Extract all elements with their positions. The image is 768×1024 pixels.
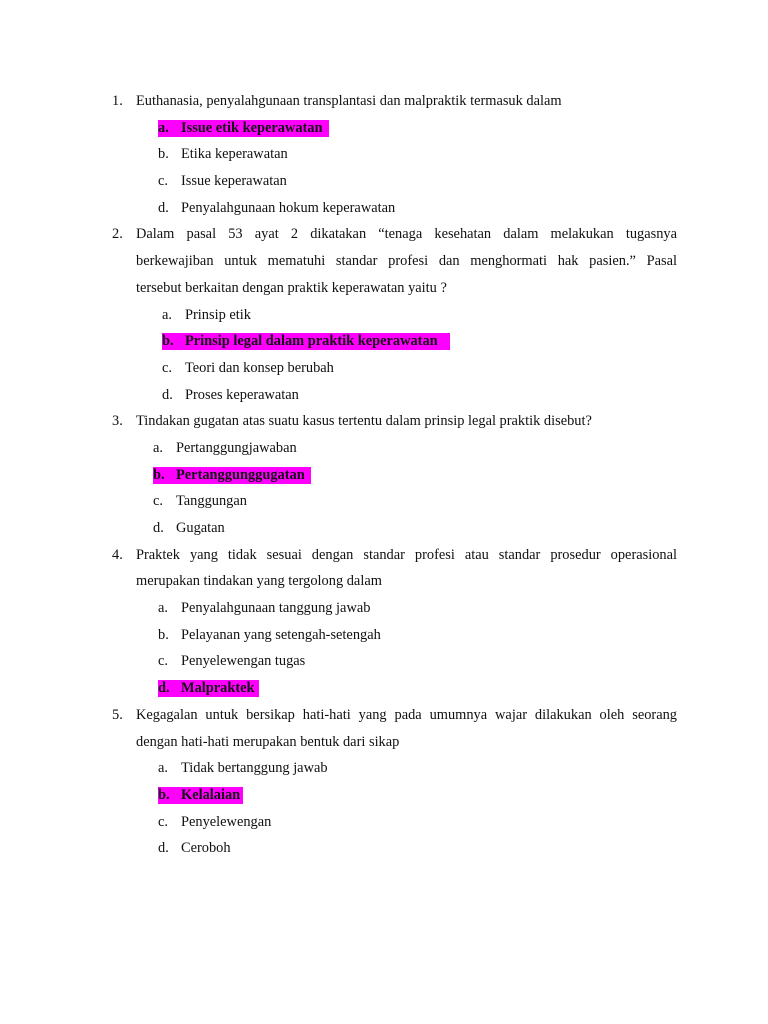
option-b	[0, 782, 768, 809]
option-text: Tanggungan	[176, 493, 247, 510]
question-text: dengan hati-hati merupakan bentuk dari sikap	[136, 733, 400, 750]
option-text: Prinsip etik	[185, 306, 251, 323]
option-text: Penyalahgunaan hokum keperawatan	[181, 199, 396, 216]
question-number: 2.	[112, 226, 123, 243]
option-d	[0, 195, 768, 222]
option-letter: a.	[158, 760, 168, 777]
question-number: 3.	[112, 413, 123, 430]
question-2	[0, 221, 768, 408]
option-text: Penyelewengan tugas	[181, 653, 306, 670]
question-4	[0, 542, 768, 702]
option-a	[0, 435, 768, 462]
option-letter: b.	[153, 466, 165, 483]
option-text: Tidak bertanggung jawab	[181, 760, 328, 777]
option-c	[0, 648, 768, 675]
option-d	[0, 382, 768, 409]
option-text: Issue etik keperawatan	[181, 119, 323, 136]
option-letter: b.	[162, 333, 174, 350]
option-text: Gugatan	[176, 520, 225, 536]
answer-highlight	[158, 680, 259, 697]
question-text: Euthanasia, penyalahgunaan transplantasi dan malpraktik termasuk dalam	[136, 93, 562, 109]
option-c	[0, 355, 768, 382]
option-letter: c.	[158, 813, 168, 830]
option-d	[0, 515, 768, 542]
option-d	[0, 675, 768, 702]
option-letter: c.	[153, 493, 163, 510]
question-text: Praktek yang tidak sesuai dengan standar profesi atau standar prosedur operasional	[136, 546, 677, 563]
question-text: Kegagalan untuk bersikap hati-hati yang pada umumnya wajar dilakukan oleh seorang	[136, 706, 677, 723]
option-letter: c.	[158, 173, 168, 190]
option-b	[0, 462, 768, 489]
option-b	[0, 622, 768, 649]
option-d	[0, 835, 768, 862]
answer-highlight	[158, 787, 243, 804]
option-a	[0, 115, 768, 142]
answer-highlight	[153, 467, 311, 484]
option-text: Pelayanan yang setengah-setengah	[181, 626, 381, 643]
option-c	[0, 168, 768, 195]
option-letter: c.	[158, 653, 168, 670]
document-page	[0, 88, 768, 862]
question-text: Dalam pasal 53 ayat 2 dikatakan “tenaga kesehatan dalam melakukan tugasnya	[136, 226, 677, 243]
option-b	[0, 328, 768, 355]
option-letter: d.	[158, 840, 169, 857]
option-text: Teori dan konsep berubah	[185, 359, 334, 376]
question-1	[0, 88, 768, 221]
option-letter: d.	[162, 386, 173, 403]
option-text: Ceroboh	[181, 840, 231, 857]
option-letter: a.	[158, 119, 169, 136]
question-number: 5.	[112, 706, 123, 723]
option-letter: c.	[162, 359, 172, 376]
option-letter: d.	[153, 520, 164, 536]
option-text: Proses keperawatan	[185, 386, 299, 403]
question-text: berkewajiban untuk mematuhi standar profesi dan menghormati hak pasien.” Pasal	[136, 253, 677, 270]
option-c	[0, 488, 768, 515]
option-text: Pertanggungjawaban	[176, 439, 297, 456]
option-letter: a.	[158, 600, 168, 617]
option-c	[0, 809, 768, 836]
option-b	[0, 141, 768, 168]
question-5	[0, 702, 768, 862]
option-letter: b.	[158, 786, 170, 803]
option-letter: a.	[162, 306, 172, 323]
question-number: 4.	[112, 546, 123, 563]
option-text: Prinsip legal dalam praktik keperawatan	[185, 333, 438, 350]
option-text: Penyelewengan	[181, 813, 272, 830]
option-a	[0, 755, 768, 782]
option-a	[0, 595, 768, 622]
option-text: Etika keperawatan	[181, 146, 288, 163]
question-text: merupakan tindakan yang tergolong dalam	[136, 573, 382, 590]
option-letter: b.	[158, 146, 169, 163]
option-text: Malpraktek	[181, 680, 255, 697]
option-text: Pertanggunggugatan	[176, 466, 305, 483]
option-letter: d.	[158, 680, 170, 697]
question-number: 1.	[112, 93, 123, 109]
option-text: Issue keperawatan	[181, 173, 287, 190]
option-letter: a.	[153, 439, 163, 456]
answer-highlight	[158, 120, 329, 137]
question-text: tersebut berkaitan dengan praktik keperawatan yaitu ?	[136, 279, 447, 296]
question-3	[0, 408, 768, 541]
option-text: Penyalahgunaan tanggung jawab	[181, 600, 371, 617]
option-text: Kelalaian	[181, 786, 241, 803]
option-letter: d.	[158, 199, 169, 216]
question-text: Tindakan gugatan atas suatu kasus tertentu dalam prinsip legal praktik disebut?	[136, 413, 592, 430]
option-a	[0, 302, 768, 329]
option-letter: b.	[158, 626, 169, 643]
answer-highlight	[162, 333, 450, 350]
